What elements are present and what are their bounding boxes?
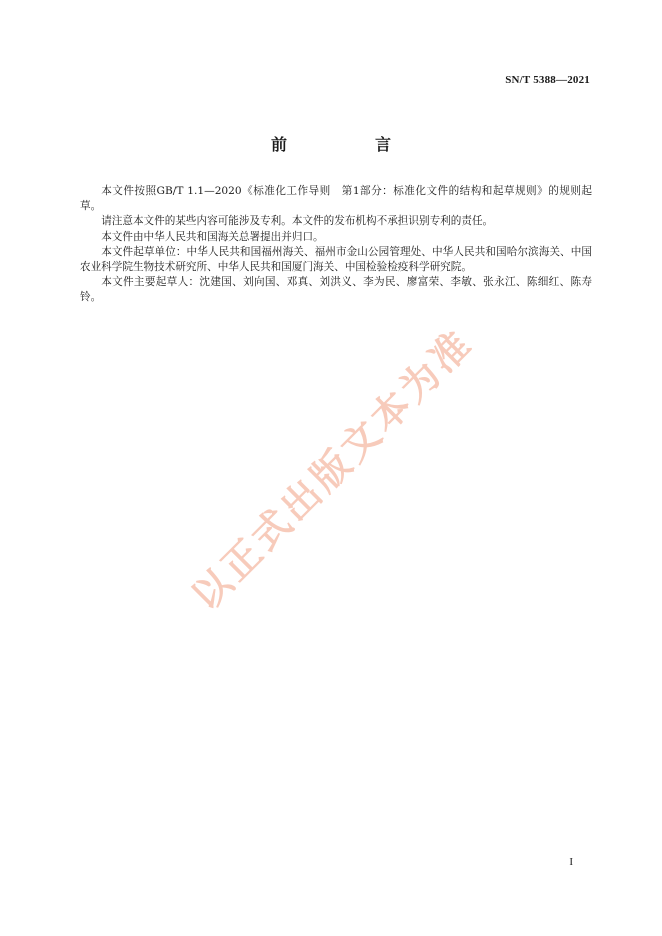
page-number: I (569, 856, 573, 868)
page-title: 前 言 (270, 135, 427, 154)
watermark: 以正式出版文本为准 (183, 320, 482, 619)
paragraph-drafting-rules: 本文件按照GB/T 1.1—2020《标准化工作导则 第1部分：标准化文件的结构和起草规则》的规则起草。 (80, 185, 592, 213)
paragraph-drafting-units: 本文件起草单位：中华人民共和国福州海关、福州市金山公园管理处、中华人民共和国哈尔滨海关、中国农业科学院生物技术研究所、中华人民共和国厦门海关、中国检验检疫科学研究院。 (80, 245, 592, 274)
standard-code: SN/T 5388—2021 (505, 74, 590, 86)
paragraph-drafters: 本文件主要起草人：沈建国、刘向国、邓真、刘洪义、李为民、廖富荣、李敏、张永江、陈细红、陈寿铃。 (80, 276, 592, 304)
paragraph-proposing-body: 本文件由中华人民共和国海关总署提出并归口。 (101, 230, 324, 243)
paragraph-patent-notice: 请注意本文件的某些内容可能涉及专利。本文件的发布机构不承担识别专利的责任。 (101, 215, 494, 228)
foreword-body (80, 184, 592, 306)
